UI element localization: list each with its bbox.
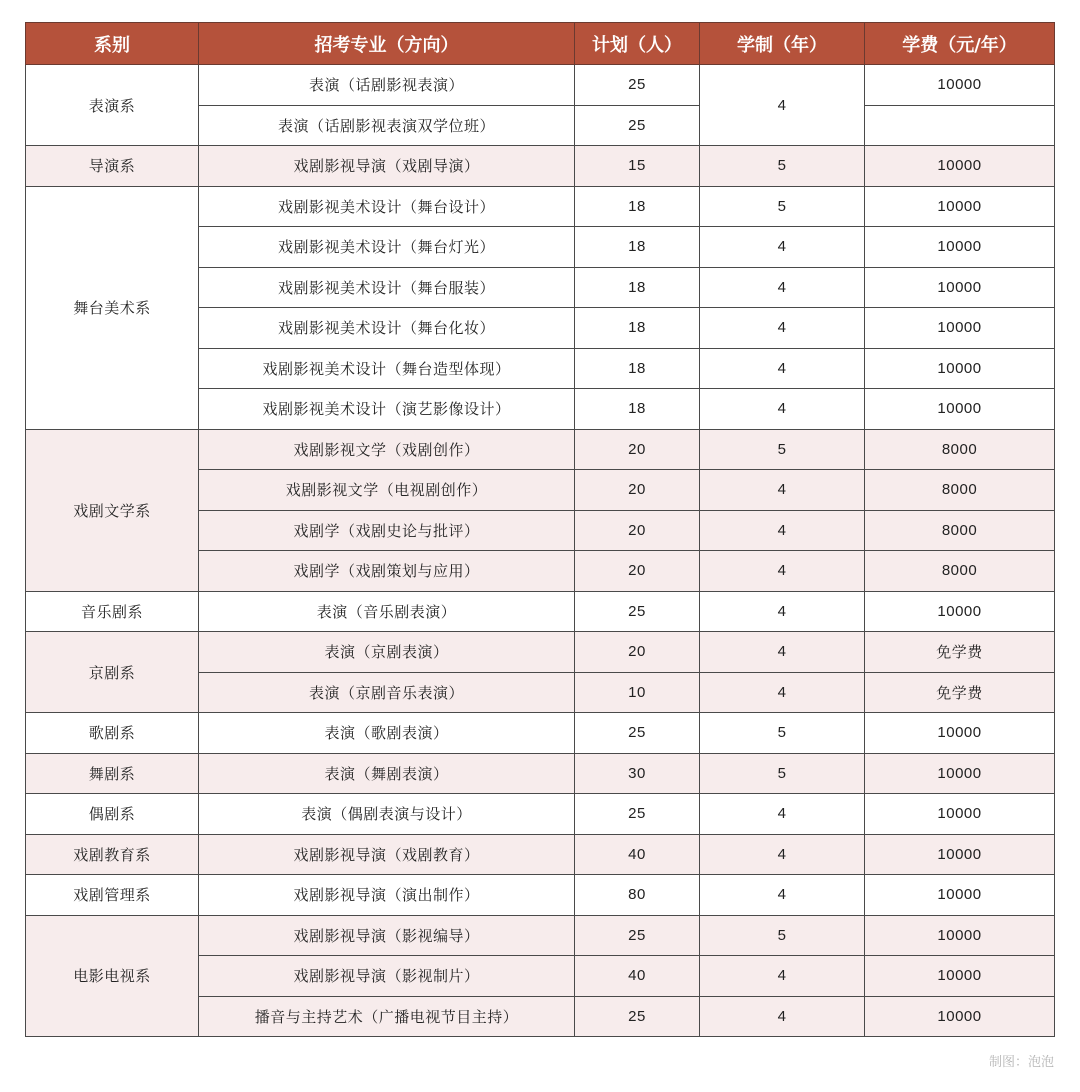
plan-cell: 20 <box>575 429 700 470</box>
fee-cell: 10000 <box>865 591 1055 632</box>
plan-cell: 18 <box>575 389 700 430</box>
department-cell: 音乐剧系 <box>26 591 199 632</box>
fee-cell: 10000 <box>865 713 1055 754</box>
fee-cell: 8000 <box>865 470 1055 511</box>
chart-credit: 制图：泡泡 <box>988 1055 1054 1070</box>
fee-cell: 8000 <box>865 429 1055 470</box>
major-cell: 戏剧影视美术设计（舞台化妆） <box>199 308 575 349</box>
department-cell: 戏剧管理系 <box>26 875 199 916</box>
years-cell: 4 <box>700 308 865 349</box>
plan-cell: 40 <box>575 834 700 875</box>
plan-cell: 18 <box>575 267 700 308</box>
fee-cell <box>865 105 1055 146</box>
admissions-table <box>25 22 1055 1037</box>
years-cell: 4 <box>700 389 865 430</box>
fee-cell: 10000 <box>865 186 1055 227</box>
department-cell: 电影电视系 <box>26 915 199 1037</box>
fee-cell: 10000 <box>865 875 1055 916</box>
major-cell: 戏剧影视导演（戏剧教育） <box>199 834 575 875</box>
plan-cell: 25 <box>575 713 700 754</box>
years-cell: 4 <box>700 794 865 835</box>
department-cell: 表演系 <box>26 65 199 146</box>
major-cell: 戏剧影视美术设计（舞台服装） <box>199 267 575 308</box>
major-cell: 表演（歌剧表演） <box>199 713 575 754</box>
table-row <box>26 591 1055 632</box>
major-cell: 表演（京剧表演） <box>199 632 575 673</box>
fee-cell: 免学费 <box>865 632 1055 673</box>
major-cell: 戏剧影视美术设计（演艺影像设计） <box>199 389 575 430</box>
years-cell: 4 <box>700 65 865 146</box>
plan-cell: 18 <box>575 348 700 389</box>
fee-cell: 10000 <box>865 794 1055 835</box>
major-cell: 戏剧影视美术设计（舞台灯光） <box>199 227 575 268</box>
major-cell: 戏剧影视导演（演出制作） <box>199 875 575 916</box>
years-cell: 4 <box>700 834 865 875</box>
major-cell: 戏剧影视导演（影视制片） <box>199 956 575 997</box>
fee-cell: 10000 <box>865 308 1055 349</box>
major-cell: 表演（偶剧表演与设计） <box>199 794 575 835</box>
major-cell: 表演（话剧影视表演） <box>199 65 575 106</box>
fee-cell: 10000 <box>865 348 1055 389</box>
years-cell: 4 <box>700 470 865 511</box>
table-row <box>26 429 1055 470</box>
years-cell: 4 <box>700 672 865 713</box>
plan-cell: 25 <box>575 105 700 146</box>
fee-cell: 10000 <box>865 65 1055 106</box>
years-cell: 5 <box>700 713 865 754</box>
plan-cell: 18 <box>575 186 700 227</box>
years-cell: 4 <box>700 956 865 997</box>
header-department: 系别 <box>26 23 199 65</box>
table-row <box>26 186 1055 227</box>
major-cell: 戏剧学（戏剧史论与批评） <box>199 510 575 551</box>
major-cell: 戏剧影视美术设计（舞台造型体现） <box>199 348 575 389</box>
years-cell: 5 <box>700 753 865 794</box>
major-cell: 播音与主持艺术（广播电视节目主持） <box>199 996 575 1037</box>
table-row <box>26 875 1055 916</box>
years-cell: 4 <box>700 348 865 389</box>
header-fee: 学费（元/年） <box>865 23 1055 65</box>
department-cell: 导演系 <box>26 146 199 187</box>
plan-cell: 20 <box>575 632 700 673</box>
fee-cell: 10000 <box>865 267 1055 308</box>
department-cell: 戏剧教育系 <box>26 834 199 875</box>
major-cell: 表演（话剧影视表演双学位班） <box>199 105 575 146</box>
major-cell: 表演（音乐剧表演） <box>199 591 575 632</box>
major-cell: 表演（舞剧表演） <box>199 753 575 794</box>
years-cell: 4 <box>700 227 865 268</box>
major-cell: 表演（京剧音乐表演） <box>199 672 575 713</box>
major-cell: 戏剧影视美术设计（舞台设计） <box>199 186 575 227</box>
department-cell: 偶剧系 <box>26 794 199 835</box>
department-cell: 舞剧系 <box>26 753 199 794</box>
years-cell: 4 <box>700 551 865 592</box>
years-cell: 4 <box>700 267 865 308</box>
department-cell: 戏剧文学系 <box>26 429 199 591</box>
plan-cell: 20 <box>575 510 700 551</box>
major-cell: 戏剧影视文学（戏剧创作） <box>199 429 575 470</box>
plan-cell: 25 <box>575 591 700 632</box>
major-cell: 戏剧学（戏剧策划与应用） <box>199 551 575 592</box>
years-cell: 4 <box>700 591 865 632</box>
header-major: 招考专业（方向） <box>199 23 575 65</box>
plan-cell: 20 <box>575 470 700 511</box>
plan-cell: 15 <box>575 146 700 187</box>
table-row <box>26 65 1055 106</box>
table-row <box>26 794 1055 835</box>
plan-cell: 80 <box>575 875 700 916</box>
fee-cell: 10000 <box>865 834 1055 875</box>
years-cell: 4 <box>700 996 865 1037</box>
fee-cell: 10000 <box>865 146 1055 187</box>
plan-cell: 25 <box>575 996 700 1037</box>
plan-cell: 25 <box>575 915 700 956</box>
table-row <box>26 753 1055 794</box>
plan-cell: 30 <box>575 753 700 794</box>
fee-cell: 10000 <box>865 996 1055 1037</box>
table-row <box>26 713 1055 754</box>
plan-cell: 25 <box>575 794 700 835</box>
fee-cell: 10000 <box>865 753 1055 794</box>
department-cell: 舞台美术系 <box>26 186 199 429</box>
plan-cell: 10 <box>575 672 700 713</box>
table-row <box>26 915 1055 956</box>
years-cell: 4 <box>700 875 865 916</box>
fee-cell: 免学费 <box>865 672 1055 713</box>
years-cell: 4 <box>700 510 865 551</box>
plan-cell: 20 <box>575 551 700 592</box>
fee-cell: 10000 <box>865 227 1055 268</box>
fee-cell: 8000 <box>865 551 1055 592</box>
major-cell: 戏剧影视文学（电视剧创作） <box>199 470 575 511</box>
header-plan: 计划（人） <box>575 23 700 65</box>
table-row <box>26 632 1055 673</box>
years-cell: 5 <box>700 915 865 956</box>
plan-cell: 25 <box>575 65 700 106</box>
plan-cell: 18 <box>575 308 700 349</box>
fee-cell: 10000 <box>865 915 1055 956</box>
years-cell: 5 <box>700 429 865 470</box>
department-cell: 京剧系 <box>26 632 199 713</box>
fee-cell: 10000 <box>865 956 1055 997</box>
years-cell: 5 <box>700 146 865 187</box>
major-cell: 戏剧影视导演（影视编导） <box>199 915 575 956</box>
years-cell: 5 <box>700 186 865 227</box>
table-row <box>26 834 1055 875</box>
fee-cell: 8000 <box>865 510 1055 551</box>
plan-cell: 40 <box>575 956 700 997</box>
years-cell: 4 <box>700 632 865 673</box>
header-years: 学制（年） <box>700 23 865 65</box>
table-header-row <box>26 23 1055 65</box>
table-row <box>26 146 1055 187</box>
fee-cell: 10000 <box>865 389 1055 430</box>
major-cell: 戏剧影视导演（戏剧导演） <box>199 146 575 187</box>
department-cell: 歌剧系 <box>26 713 199 754</box>
plan-cell: 18 <box>575 227 700 268</box>
